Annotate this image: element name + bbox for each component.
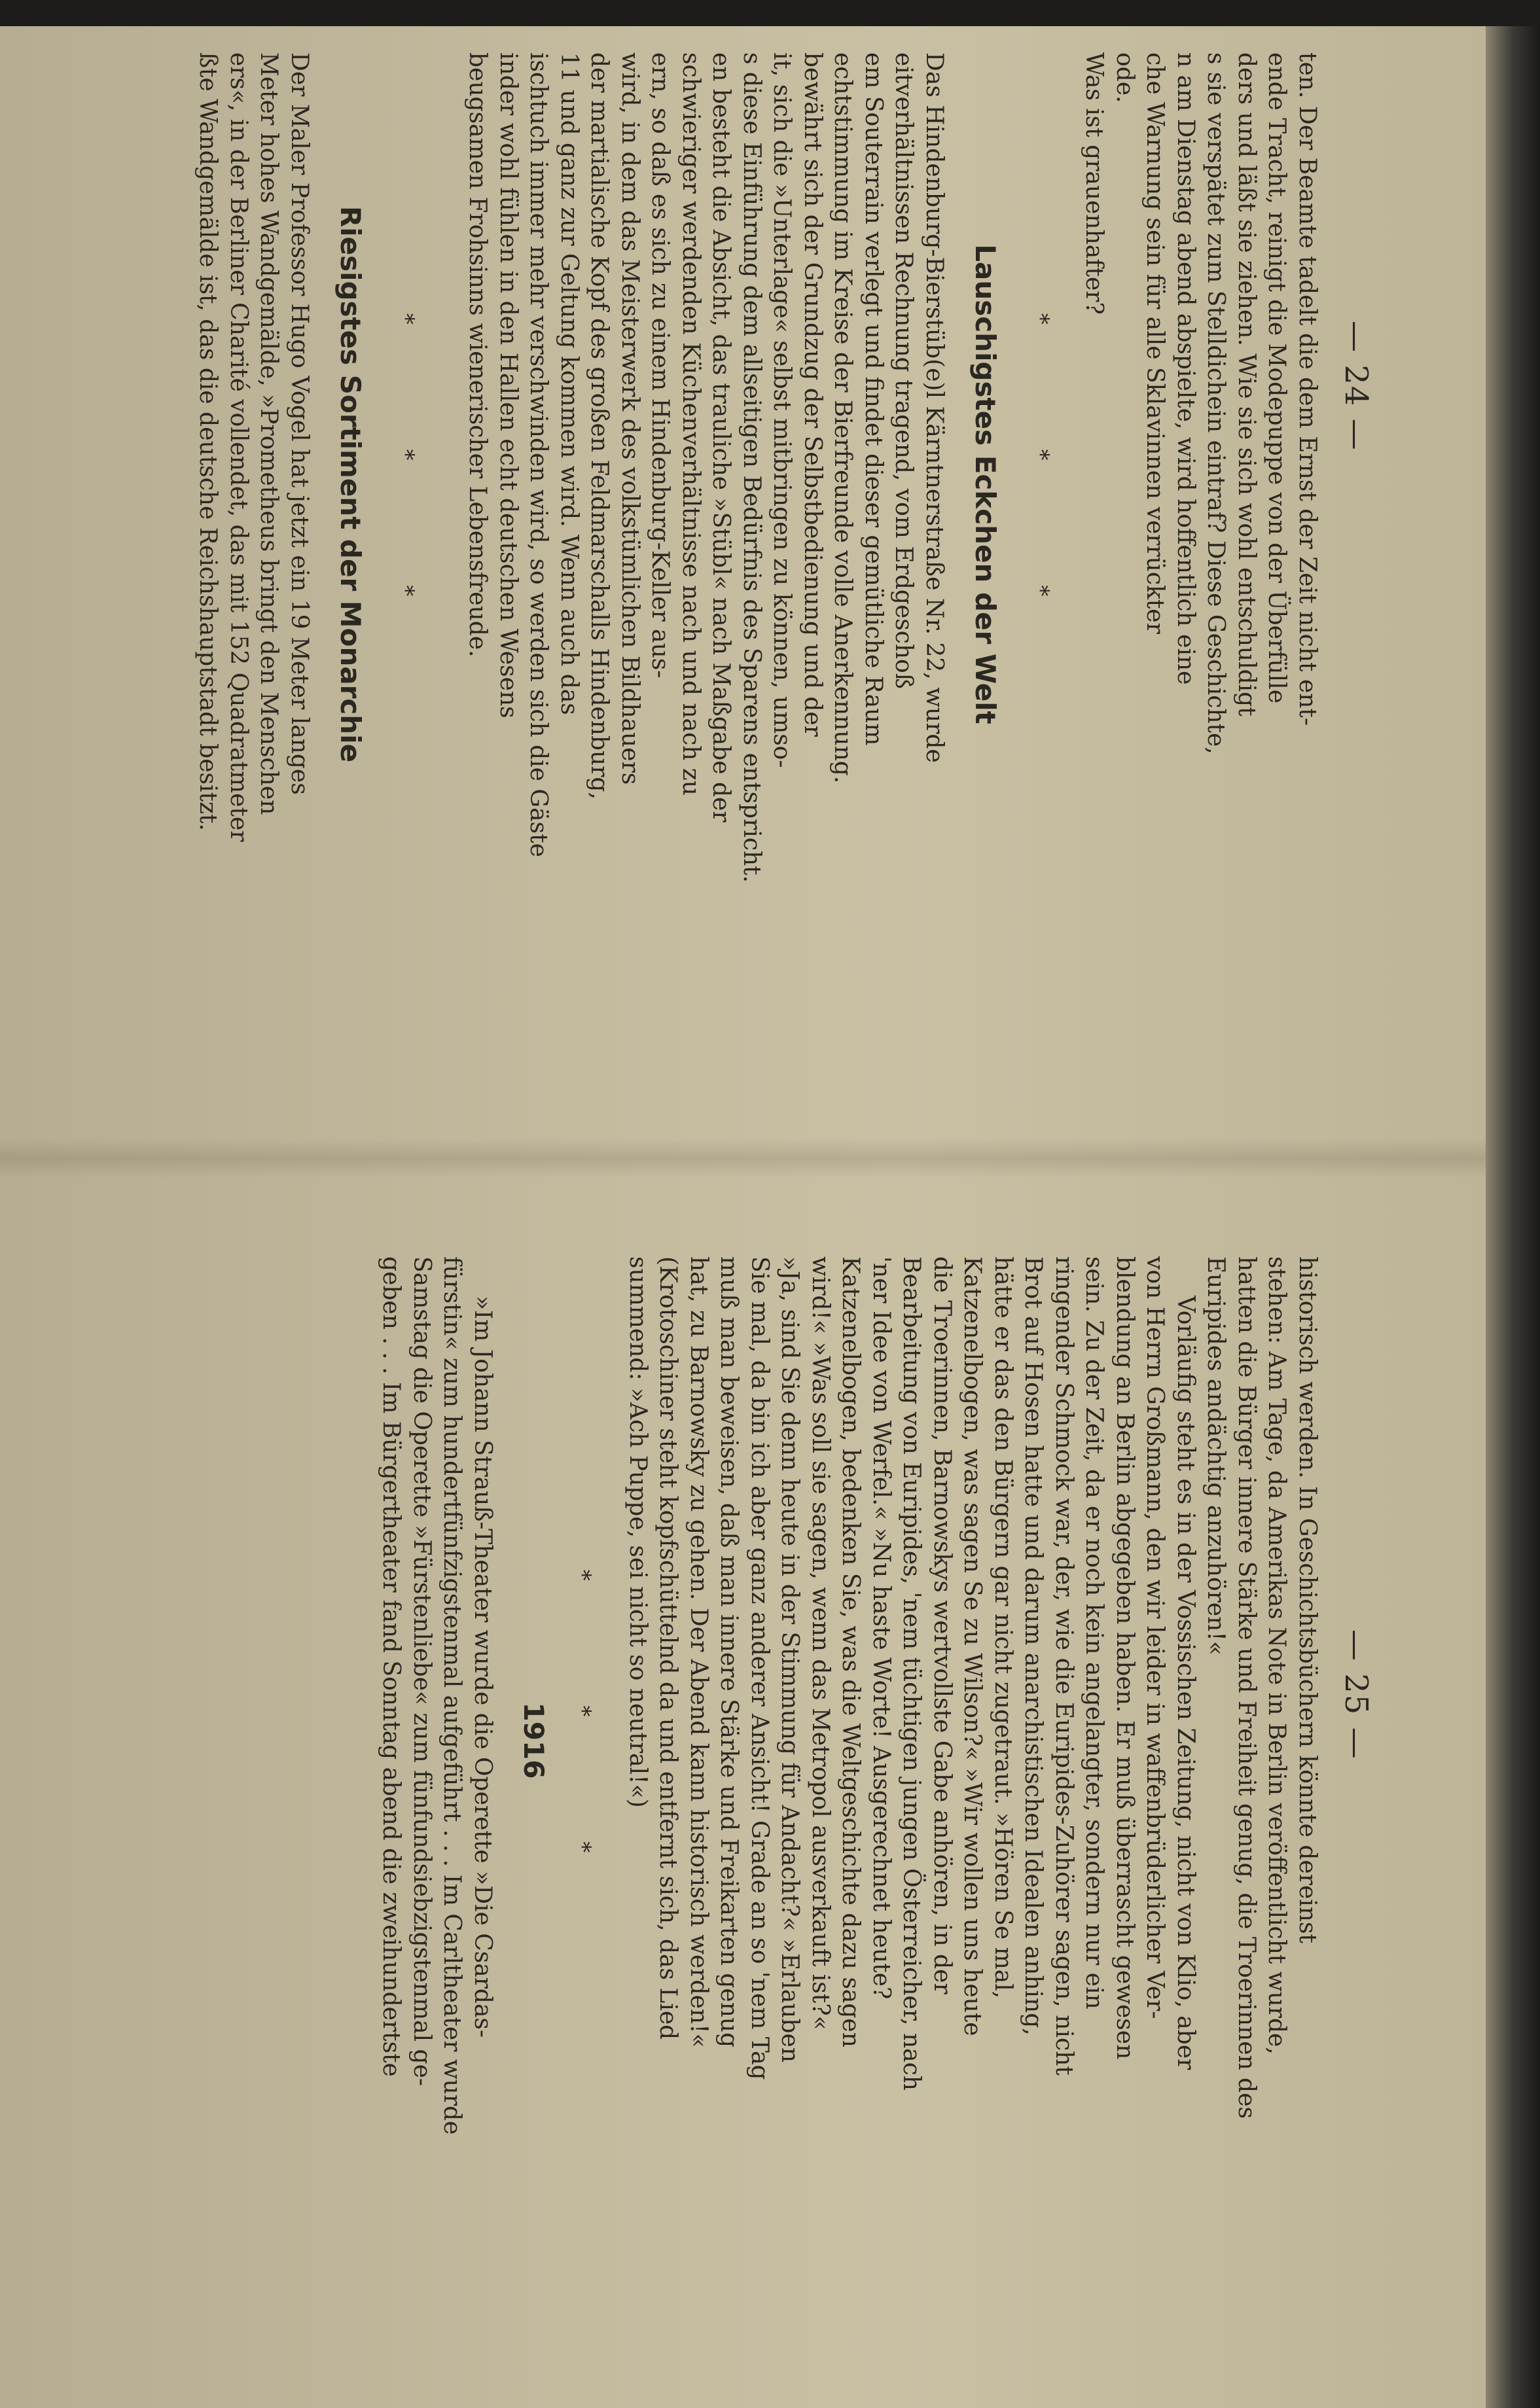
page-number: — 25 —: [1338, 1629, 1374, 1760]
text-line: n am Dienstag abend abspielte, wird hoffentlich eine: [1172, 52, 1199, 685]
section-divider: * * *: [1028, 313, 1054, 656]
text-line: sein. Zu der Zeit, da er noch kein angelangter, sondern nur ein: [1081, 1256, 1108, 2010]
rotated-spread: [0, 26, 1499, 2408]
text-line: s diese Einführung dem allseitigen Bedürfnis des Sparens entspricht.: [738, 52, 765, 883]
section-body: [376, 1256, 497, 2277]
text-line: Katzenelbogen, was sagen Se zu Wilson?« »Wir wollen uns heute: [959, 1256, 986, 2036]
text-line: der martialische Kopf des großen Feldmarschalls Hindenburg,: [586, 52, 613, 800]
intro-paragraphs: [622, 1256, 1323, 2277]
text-line: Katzenelbogen, bedenken Sie, was die Weltgeschichte dazu sagen: [837, 1256, 865, 2047]
text-line: ten. Der Beamte tadelt die dem Ernst der Zeit nicht ent-: [1294, 52, 1321, 726]
text-line: hätte er das den Bürgern gar nicht zugetraut. »Hören Se mal,: [990, 1256, 1016, 1999]
text-line: ders und läßt sie ziehen. Wie sie sich wohl entschuldigt: [1233, 52, 1260, 717]
text-line: muß man beweisen, daß man innere Stärke und Freikarten genug: [715, 1256, 743, 2048]
text-line: hat, zu Barnowsky zu gehen. Der Abend kann historisch werden!«: [685, 1256, 712, 2048]
text-line: geben . . . Im Bürgertheater fand Sonntag abend die zweihundertste: [378, 1256, 405, 2077]
text-line: s sie verspätet zum Stelldichein eintraf? Diese Geschichte,: [1202, 52, 1230, 754]
text-line: 'ner Idee von Werfel.« »Nu haste Worte! Ausgerechnet heute?: [868, 1256, 895, 2000]
text-line: echtstimmung im Kreise der Bierfreunde volle Anerkennung.: [829, 52, 857, 784]
text-line: Meter hohes Wandgemälde, »Prometheus bringt den Menschen: [255, 52, 283, 815]
text-line: (Krotoschiner steht kopfschüttelnd da und entfernt sich, das Lied: [654, 1256, 682, 2040]
text-line: Samstag die Operette »Fürstenliebe« zum fünfundsiebzigstenmal ge-: [408, 1256, 435, 2087]
text-line: beugsamen Frohsinns wienerischer Lebensfreude.: [464, 52, 492, 658]
text-line: ers«, in der Berliner Charité vollendet, das mit 152 Quadratmeter: [225, 52, 252, 842]
page-25: [0, 1217, 1499, 2395]
text-line: blendung an Berlin abgegeben haben. Er muß überrascht gewesen: [1111, 1256, 1138, 2060]
text-line: die Troerinnen, Barnowskys wertvollste Gabe anhören, in der: [929, 1256, 956, 1994]
text-line: Bearbeitung von Euripides, 'nem tüchtigen jungen Österreicher, nach: [898, 1256, 925, 2091]
text-line: bewährt sich der Grundzug der Selbstbedienung und der: [799, 52, 826, 737]
text-line: stehen: Am Tage, da Amerikas Note in Berlin veröffentlicht wurde,: [1263, 1256, 1291, 2055]
text-line: ßte Wandgemälde ist, das die deutsche Reichshauptstadt besitzt.: [194, 52, 222, 831]
text-line: »Ja, sind Sie denn heute in der Stimmung für Andacht?« »Erlauben: [776, 1256, 804, 2063]
text-line: ern, so daß es sich zu einem Hindenburg-Keller aus-: [647, 52, 674, 679]
text-line: Sie mal, da bin ich aber ganz anderer Ansicht! Grade an so 'nem Tag: [746, 1256, 773, 2080]
text-line: wird!« »Was soll sie sagen, wenn das Metropol ausverkauft ist?«: [807, 1256, 834, 2030]
section-divider: * * *: [393, 313, 419, 656]
text-line: summend: »Ach Puppe, sei nicht so neutral!«): [624, 1256, 651, 1808]
text-line: hatten die Bürger innere Stärke und Freiheit genug, die Troerinnen des: [1233, 1256, 1260, 2119]
section-divider: * * *: [569, 1569, 596, 1912]
text-line: ringender Schmock war, der, wie die Euripides-Zuhörer sagen, nicht: [1050, 1256, 1077, 2076]
page-24: [0, 26, 1499, 1204]
section-heading: Lauschigstes Eckchen der Welt: [969, 244, 1001, 724]
text-line: en besteht die Absicht, das trauliche »Stübl« nach Maßgabe der: [707, 52, 735, 823]
text-line: fürstin« zum hundertfünfzigstenmal aufgeführt . . . Im Carltheater wurde: [439, 1256, 466, 2135]
text-line: Vorläufig steht es in der Vossischen Zeitung, nicht von Klio, aber: [1172, 1296, 1199, 2070]
text-line: historisch werden. In Geschichtsbüchern könnte dereinst: [1294, 1256, 1321, 1943]
text-line: 11 und ganz zur Geltung kommen wird. Wenn auch das: [556, 52, 582, 715]
section-body: [192, 52, 314, 1060]
text-line: Euripides andächtig anzuhören!«: [1202, 1256, 1230, 1656]
text-line: it, sich die »Unterlage« selbst mitbringen zu können, umso-: [768, 52, 796, 768]
text-line: wird, in dem das Meisterwerk des volkstümlichen Bildhauers: [617, 52, 643, 785]
section-body: [462, 52, 949, 1060]
section-heading: Riesigstes Sortiment der Monarchie: [334, 205, 367, 763]
section-heading: 1916: [518, 1702, 550, 1779]
text-line: eitverhältnissen Rechnung tragend, vom Erdgeschoß: [890, 52, 918, 689]
text-line: schwieriger werdenden Küchenverhältnisse nach und nach zu: [677, 52, 704, 796]
text-line: Der Maler Professor Hugo Vogel hat jetzt ein 19 Meter langes: [286, 52, 313, 795]
text-line: Das Hindenburg-Bierstüb(e)l Kärntnerstraße Nr. 22, wurde: [921, 52, 948, 763]
text-line: ischtuch immer mehr verschwinden wird, so werden sich die Gäste: [525, 52, 552, 857]
text-line: che Warnung sein für alle Sklavinnen verrückter: [1141, 52, 1169, 634]
text-line: Brot auf Hosen hatte und darum anarchistischen Idealen anhing,: [1020, 1256, 1047, 2036]
text-line: »Im Johann Strauß-Theater wurde die Operette »Die Csardas-: [469, 1296, 496, 2038]
text-line: em Souterrain verlegt und findet dieser gemütliche Raum: [860, 52, 887, 746]
text-line: Was ist grauenhafter?: [1081, 52, 1108, 315]
page-number: — 24 —: [1338, 321, 1374, 452]
text-line: von Herrn Großmann, den wir leider in waffenbrüderlicher Ver-: [1141, 1256, 1169, 2019]
intro-paragraphs: [1079, 52, 1322, 1060]
text-line: ode.: [1111, 52, 1138, 103]
text-line: ende Tracht, reinigt die Modepuppe von der Überfülle: [1263, 52, 1291, 703]
text-line: inder wohl fühlen in den Hallen echt deutschen Wesens: [495, 52, 522, 718]
